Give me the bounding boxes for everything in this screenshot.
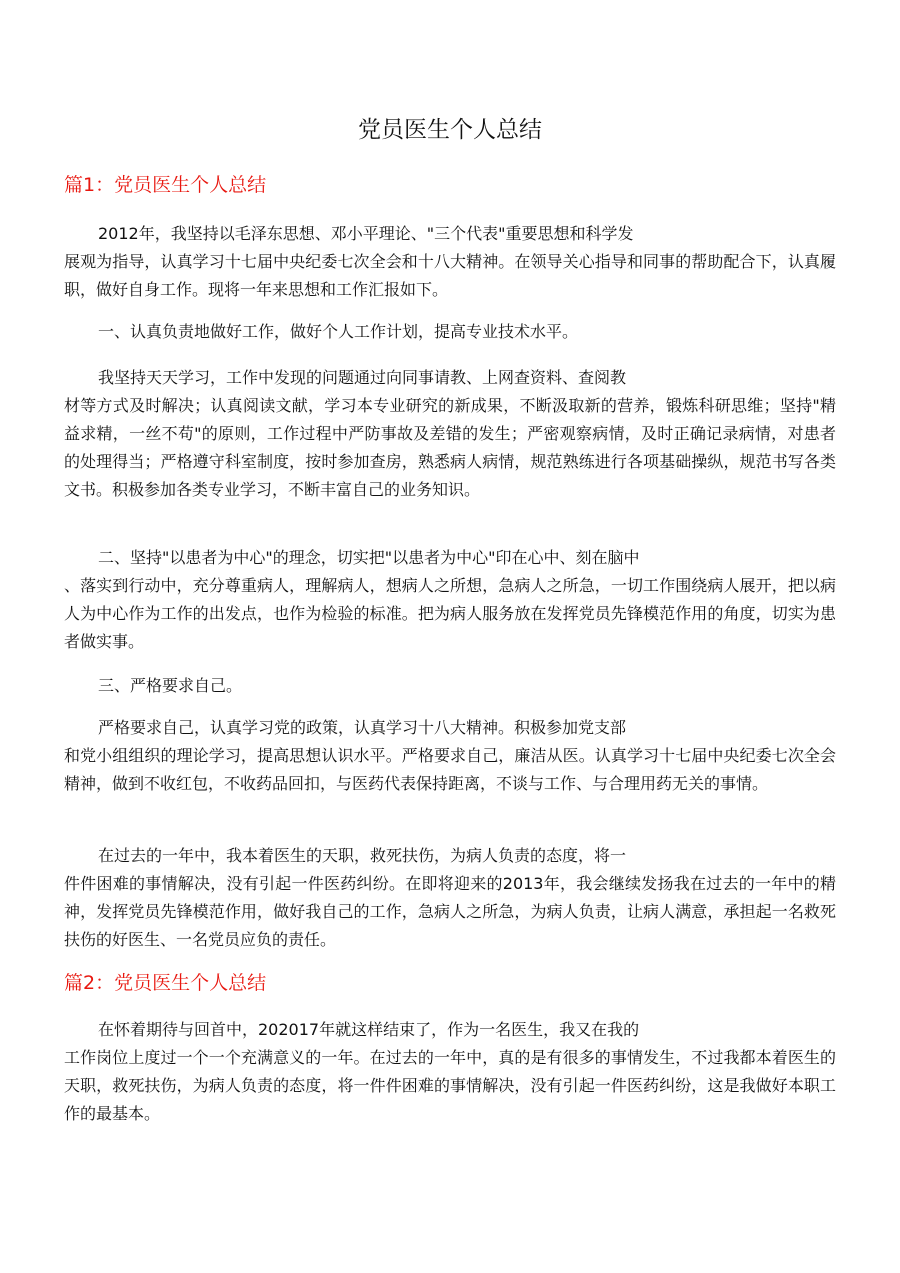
paragraph-body: 件件困难的事情解决，没有引起一件医药纠纷。在即将迎来的2013年，我会继续发扬我在过去的一年中的精神，发挥党员先锋模范作用，做好我自己的工作，急病人之所急，为病人负责，让病人满意，承担起一名救死扶伤的好医生、一名党员应负的责任。 (64, 874, 836, 949)
paragraph (64, 544, 836, 656)
paragraph (64, 714, 836, 798)
paragraph-first-line: 一、认真负责地做好工作，做好个人工作计划，提高专业技术水平。 (98, 322, 579, 341)
paragraph-first-line: 严格要求自己，认真学习党的政策，认真学习十八大精神。积极参加党支部 (98, 718, 627, 737)
section-heading-1: 篇1：党员医生个人总结 (64, 174, 267, 196)
section-heading-2: 篇2：党员医生个人总结 (64, 972, 267, 994)
paragraph (64, 1016, 836, 1128)
paragraph-first-line: 三、严格要求自己。 (98, 676, 243, 695)
paragraph (64, 220, 836, 304)
paragraph-first-line: 我坚持天天学习，工作中发现的问题通过向同事请教、上网查资料、查阅教 (98, 368, 627, 387)
paragraph-first-line: 在过去的一年中，我本着医生的天职，救死扶伤，为病人负责的态度，将一 (98, 846, 627, 865)
paragraph-body: 和党小组组织的理论学习，提高思想认识水平。严格要求自己，廉洁从医。认真学习十七届中央纪委七次全会精神，做到不收红包，不收药品回扣，与医药代表保持距离，不谈与工作、与合理用药无关的事情。 (64, 746, 836, 793)
paragraph-first-line: 2012年，我坚持以毛泽东思想、邓小平理论、"三个代表"重要思想和科学发 (98, 224, 634, 243)
paragraph-body: 材等方式及时解决；认真阅读文献，学习本专业研究的新成果，不断汲取新的营养，锻炼科研思维；坚持"精益求精，一丝不苟"的原则，工作过程中严防事故及差错的发生；严密观察病情，及时正确记录病情，对患者的处理得当；严格遵守科室制度，按时参加查房，熟悉病人病情，规范熟练进行各项基础操纵，规范书写各类文书。积极参加各类专业学习，不断丰富自己的业务知识。 (64, 396, 836, 499)
paragraph-body: 展观为指导，认真学习十七届中央纪委七次全会和十八大精神。在领导关心指导和同事的帮助配合下，认真履职，做好自身工作。现将一年来思想和工作汇报如下。 (64, 252, 836, 299)
page-title: 党员医生个人总结 (358, 117, 542, 143)
paragraph (64, 364, 836, 504)
paragraph (64, 672, 836, 700)
paragraph-first-line: 二、坚持"以患者为中心"的理念，切实把"以患者为中心"印在心中、刻在脑中 (98, 548, 640, 567)
paragraph-first-line: 在怀着期待与回首中，202017年就这样结束了，作为一名医生，我又在我的 (98, 1020, 640, 1039)
paragraph-body: 、落实到行动中，充分尊重病人，理解病人，想病人之所想，急病人之所急，一切工作围绕病人展开，把以病人为中心作为工作的出发点，也作为检验的标准。把为病人服务放在发挥党员先锋模范作用的角度，切实为患者做实事。 (64, 576, 836, 651)
paragraph (64, 318, 836, 346)
paragraph (64, 842, 836, 954)
paragraph-body: 工作岗位上度过一个一个充满意义的一年。在过去的一年中，真的是有很多的事情发生，不过我都本着医生的天职，救死扶伤，为病人负责的态度，将一件件困难的事情解决，没有引起一件医药纠纷，这是我做好本职工作的最基本。 (64, 1048, 836, 1123)
